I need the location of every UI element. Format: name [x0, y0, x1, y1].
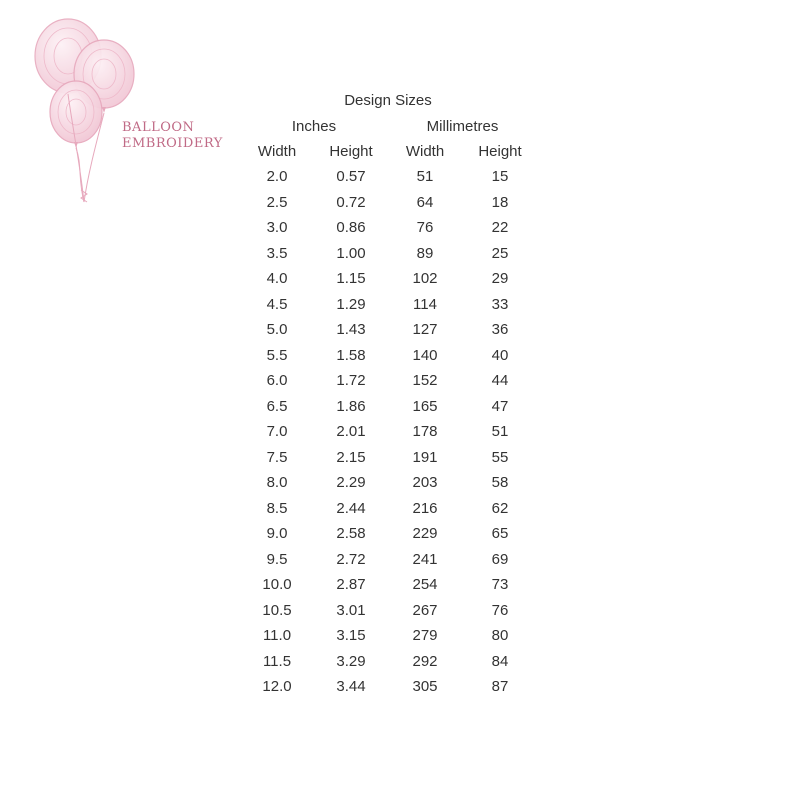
cell-inches-width: 5.5: [266, 346, 288, 364]
cell-inches-width: 12.0: [262, 678, 292, 695]
size-table-body: [0, 166, 800, 702]
cell-mm-width: 279: [412, 627, 438, 644]
cell-mm-height: 47: [491, 397, 509, 415]
cell-mm-height: 33: [491, 295, 509, 313]
cell-inches-width: 7.5: [266, 448, 288, 466]
cell-mm-height: 18: [491, 193, 509, 211]
cell-inches-width: 2.0: [266, 168, 288, 185]
cell-mm-height: 80: [491, 627, 509, 644]
table-row: [0, 498, 800, 524]
cell-inches-height: 2.01: [336, 423, 366, 440]
cell-mm-width: 178: [412, 423, 438, 440]
column-header-mm-height: Height: [478, 143, 522, 160]
cell-inches-height: 2.58: [336, 525, 366, 542]
cell-mm-width: 102: [412, 270, 438, 287]
cell-mm-height: 29: [491, 270, 509, 287]
cell-mm-width: 216: [412, 499, 438, 517]
cell-inches-height: 0.57: [336, 168, 366, 185]
cell-inches-width: 7.0: [266, 423, 288, 440]
cell-mm-height: 25: [491, 244, 509, 262]
cell-inches-height: 2.15: [336, 448, 366, 466]
table-row: [0, 472, 800, 498]
cell-mm-width: 305: [412, 678, 438, 695]
table-row: [0, 421, 800, 447]
cell-inches-height: 1.72: [336, 372, 366, 389]
cell-inches-width: 3.5: [266, 244, 288, 262]
cell-inches-height: 3.01: [336, 601, 366, 619]
table-row: [0, 243, 800, 269]
table-row: [0, 294, 800, 320]
table-row: [0, 600, 800, 626]
group-header-inches: Inches: [291, 118, 337, 135]
cell-mm-height: 84: [491, 652, 509, 670]
cell-inches-width: 11.0: [262, 627, 292, 644]
cell-mm-width: 254: [412, 576, 438, 593]
cell-mm-height: 44: [491, 372, 509, 389]
cell-inches-height: 3.15: [336, 627, 366, 644]
cell-inches-height: 2.72: [336, 550, 366, 568]
cell-mm-height: 69: [491, 550, 509, 568]
table-row: [0, 523, 800, 549]
table-row: [0, 268, 800, 294]
group-header-millimetres: Millimetres: [426, 118, 499, 135]
cell-inches-height: 1.43: [336, 321, 366, 338]
cell-inches-width: 2.5: [266, 193, 288, 211]
cell-mm-width: 114: [413, 295, 437, 313]
table-row: [0, 319, 800, 345]
table-row: [0, 370, 800, 396]
cell-inches-width: 8.5: [266, 499, 288, 517]
table-row: [0, 549, 800, 575]
cell-mm-width: 165: [412, 397, 438, 415]
table-row: [0, 676, 800, 702]
cell-mm-height: 51: [491, 423, 509, 440]
cell-inches-height: 1.86: [336, 397, 366, 415]
cell-mm-width: 140: [412, 346, 438, 364]
cell-mm-width: 292: [412, 652, 438, 670]
table-row: [0, 217, 800, 243]
cell-inches-height: 1.58: [336, 346, 366, 364]
cell-mm-height: 76: [491, 601, 509, 619]
cell-inches-height: 1.00: [336, 244, 366, 262]
cell-mm-width: 203: [412, 474, 438, 491]
table-row: [0, 625, 800, 651]
table-row: [0, 166, 800, 192]
cell-mm-width: 64: [416, 193, 434, 211]
cell-mm-height: 55: [491, 448, 509, 466]
cell-inches-width: 10.0: [262, 576, 292, 593]
cell-mm-width: 89: [416, 244, 434, 262]
cell-inches-width: 4.5: [266, 295, 288, 313]
cell-mm-width: 241: [412, 550, 438, 568]
cell-mm-height: 40: [491, 346, 509, 364]
cell-inches-width: 10.5: [262, 601, 292, 619]
cell-mm-height: 58: [491, 474, 509, 491]
table-row: [0, 192, 800, 218]
cell-inches-height: 3.29: [336, 652, 366, 670]
cell-mm-height: 36: [491, 321, 509, 338]
cell-mm-height: 73: [491, 576, 509, 593]
table-row: [0, 447, 800, 473]
cell-mm-width: 127: [412, 321, 438, 338]
cell-inches-height: 2.87: [336, 576, 366, 593]
cell-inches-height: 0.86: [336, 219, 366, 236]
cell-inches-width: 3.0: [266, 219, 288, 236]
cell-inches-width: 4.0: [266, 270, 288, 287]
logo-text-line2: EMBROIDERY: [122, 136, 223, 151]
cell-inches-height: 2.29: [336, 474, 366, 491]
column-header-inches-height: Height: [329, 143, 373, 160]
cell-inches-width: 5.0: [266, 321, 288, 338]
cell-inches-width: 6.0: [266, 372, 288, 389]
cell-mm-height: 62: [491, 499, 509, 517]
cell-mm-width: 267: [412, 601, 438, 619]
cell-mm-width: 76: [416, 219, 434, 236]
cell-mm-width: 229: [412, 525, 438, 542]
table-row: [0, 574, 800, 600]
cell-mm-width: 51: [416, 168, 434, 185]
table-title: Design Sizes: [344, 92, 432, 109]
cell-inches-height: 0.72: [336, 193, 366, 211]
table-row: [0, 345, 800, 371]
cell-inches-height: 2.44: [336, 499, 366, 517]
cell-inches-width: 11.5: [262, 652, 292, 670]
cell-inches-height: 3.44: [336, 678, 366, 695]
table-row: [0, 651, 800, 677]
cell-inches-width: 9.0: [266, 525, 288, 542]
cell-mm-height: 87: [491, 678, 509, 695]
logo-text-line1: BALLOON: [122, 120, 195, 135]
column-header-inches-width: Width: [257, 143, 297, 160]
cell-inches-height: 1.15: [336, 270, 366, 287]
cell-inches-width: 8.0: [266, 474, 288, 491]
cell-inches-width: 6.5: [266, 397, 288, 415]
cell-mm-width: 152: [412, 372, 438, 389]
cell-inches-height: 1.29: [336, 295, 366, 313]
cell-mm-height: 65: [491, 525, 509, 542]
cell-mm-height: 22: [491, 219, 509, 236]
cell-mm-width: 191: [412, 448, 438, 466]
cell-inches-width: 9.5: [266, 550, 288, 568]
column-header-mm-width: Width: [405, 143, 445, 160]
table-row: [0, 396, 800, 422]
cell-mm-height: 15: [491, 168, 509, 185]
